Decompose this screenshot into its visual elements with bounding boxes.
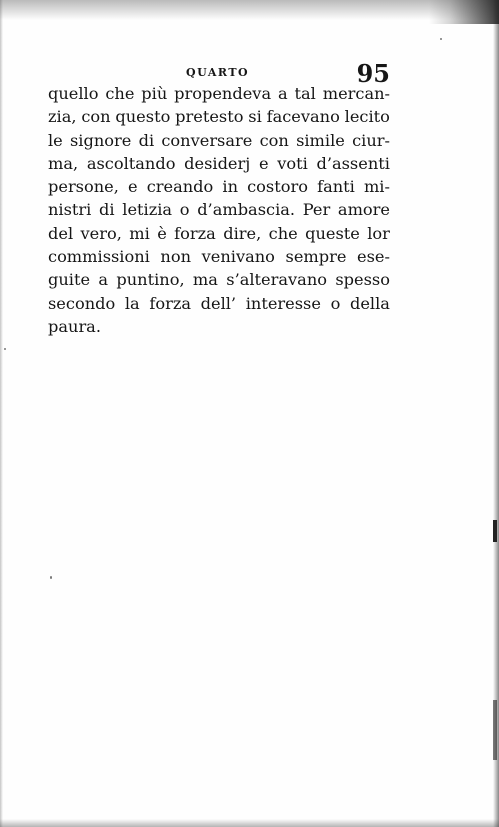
page-left-shadow xyxy=(0,0,3,827)
word: ma xyxy=(192,270,218,290)
word: letizia xyxy=(122,200,173,220)
word: dell’ xyxy=(200,293,237,313)
word: facevano xyxy=(266,107,340,127)
page-bottom-shadow xyxy=(0,819,499,827)
word: zia, xyxy=(48,107,77,127)
text-line xyxy=(48,152,390,175)
text-line xyxy=(48,292,390,315)
word: pretesto xyxy=(175,107,244,127)
text-line xyxy=(48,198,390,221)
word: s’alteravano xyxy=(226,270,327,290)
word: con xyxy=(81,107,111,127)
margin-mark xyxy=(493,700,497,760)
word: d’ambascia. xyxy=(197,200,296,220)
word: a xyxy=(98,270,109,290)
word: tal xyxy=(294,84,316,103)
word: costoro xyxy=(247,177,308,197)
word: dire, xyxy=(223,223,262,243)
word: che xyxy=(268,223,298,243)
word: voti xyxy=(277,153,308,173)
word: della xyxy=(349,293,390,313)
word: signore xyxy=(70,130,132,150)
word: simile xyxy=(296,130,345,150)
word: non xyxy=(160,247,192,267)
word: creando xyxy=(146,177,214,197)
page-top-shadow xyxy=(0,0,499,20)
word: mi- xyxy=(363,177,390,197)
text-line xyxy=(48,222,390,245)
word: nistri xyxy=(48,200,92,220)
word: di xyxy=(99,200,115,220)
word: guite xyxy=(48,270,91,290)
word: Per xyxy=(302,200,331,220)
text-line xyxy=(48,105,390,128)
word: spesso xyxy=(335,270,390,290)
word: in xyxy=(222,177,238,197)
word: più xyxy=(141,84,168,103)
word: mi xyxy=(129,223,150,243)
word: conversare xyxy=(161,130,253,150)
word: le xyxy=(48,130,63,150)
word: e xyxy=(258,153,269,173)
word: forza xyxy=(174,223,216,243)
paper-speck xyxy=(50,576,52,579)
word: con xyxy=(259,130,289,150)
page-number: 95 xyxy=(356,59,390,88)
word: è xyxy=(157,223,167,243)
word: ese- xyxy=(357,247,390,267)
word: desiderj xyxy=(184,153,251,173)
word: la xyxy=(124,293,140,313)
word: sempre xyxy=(285,247,347,267)
word: o xyxy=(179,200,190,220)
word: paura. xyxy=(48,316,101,336)
word: e xyxy=(128,177,138,197)
paper-speck xyxy=(440,38,442,40)
running-head: QUARTO xyxy=(186,66,250,79)
text-line xyxy=(48,82,390,105)
word: queste xyxy=(305,223,360,243)
word: amore xyxy=(337,200,390,220)
word: o xyxy=(330,293,341,313)
word: commissioni xyxy=(48,247,150,267)
word: quello xyxy=(48,84,99,103)
word: forza xyxy=(149,293,191,313)
word: persone, xyxy=(48,177,119,197)
text-line xyxy=(48,268,390,291)
word: vero, xyxy=(80,223,122,243)
word: questo xyxy=(115,107,171,127)
word: si xyxy=(248,107,262,127)
word: di xyxy=(138,130,155,150)
page-corner-shadow xyxy=(429,0,499,24)
word: ciur- xyxy=(352,130,390,150)
word: d’assenti xyxy=(316,153,390,173)
word: venivano xyxy=(201,247,275,267)
word: ma, xyxy=(48,153,79,173)
word: interesse xyxy=(245,293,321,313)
word: che xyxy=(105,84,135,103)
margin-mark xyxy=(493,520,497,542)
text-line xyxy=(48,315,390,338)
paper-speck xyxy=(4,348,6,350)
text-line xyxy=(48,245,390,268)
word: puntino, xyxy=(116,270,185,290)
word: secondo xyxy=(48,293,116,313)
text-line xyxy=(48,129,390,152)
word: del xyxy=(48,223,74,243)
word: lecito xyxy=(344,107,390,127)
word: ascoltando xyxy=(86,153,176,173)
word: mercan- xyxy=(322,84,390,103)
word: lor xyxy=(367,223,390,243)
body-text xyxy=(48,82,390,338)
word: propendeva xyxy=(174,84,272,103)
word: fanti xyxy=(317,177,355,197)
text-line xyxy=(48,175,390,198)
word: a xyxy=(277,84,288,103)
